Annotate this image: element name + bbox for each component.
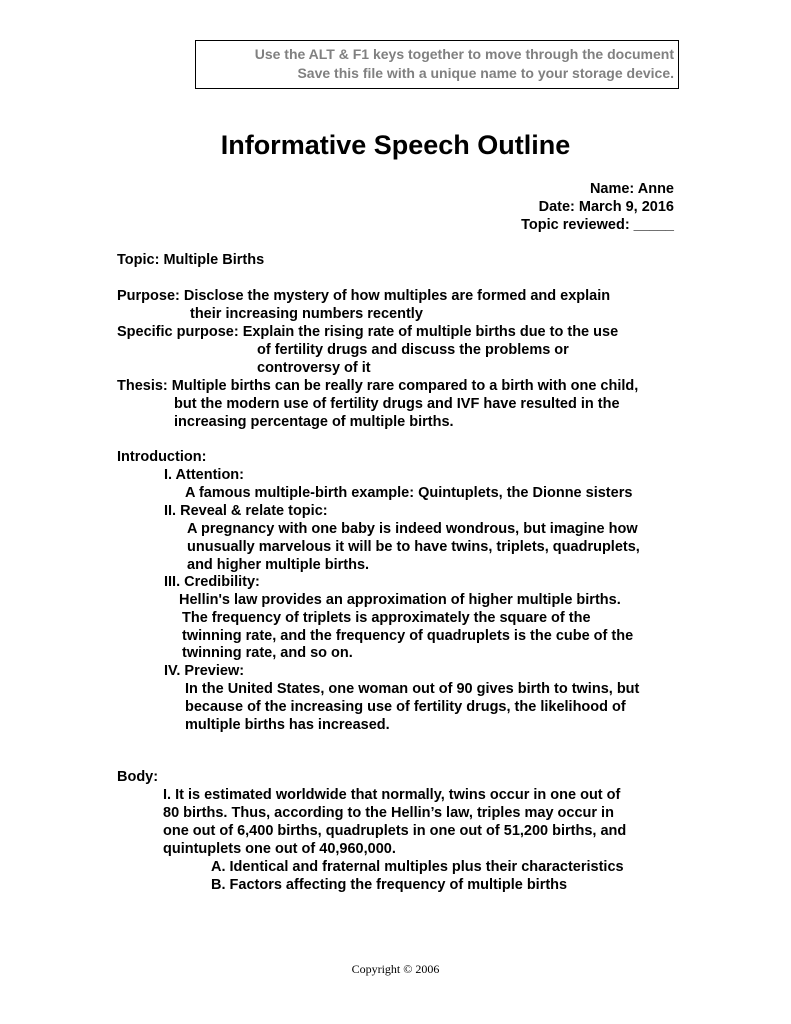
thesis-line-1: Thesis: Multiple births can be really rare compared to a birth with one child, <box>117 378 639 394</box>
purpose-line-1: Purpose: Disclose the mystery of how multiples are formed and explain <box>117 288 611 304</box>
body-item-b: B. Factors affecting the frequency of multiple births <box>211 877 568 893</box>
body-paragraph-line-1: I. It is estimated worldwide that normally, twins occur in one out of <box>163 787 621 803</box>
attention-text: A famous multiple-birth example: Quintuplets, the Dionne sisters <box>185 485 633 501</box>
credibility-label: III. Credibility: <box>164 574 260 590</box>
body-paragraph-line-3: one out of 6,400 births, quadruplets in one out of 51,200 births, and <box>163 823 627 839</box>
specific-purpose-line-3: controversy of it <box>257 360 371 376</box>
reveal-line-1: A pregnancy with one baby is indeed wondrous, but imagine how <box>187 521 638 537</box>
topic-line: Topic: Multiple Births <box>117 252 265 268</box>
thesis-line-2: but the modern use of fertility drugs and IVF have resulted in the <box>174 396 620 412</box>
body-item-a: A. Identical and fraternal multiples plus their characteristics <box>211 859 624 875</box>
reveal-line-3: and higher multiple births. <box>187 557 370 573</box>
reveal-line-2: unusually marvelous it will be to have twins, triplets, quadruplets, <box>187 539 640 555</box>
copyright-footer: Copyright © 2006 <box>351 962 440 976</box>
preview-line-2: because of the increasing use of fertility drugs, the likelihood of <box>185 699 626 715</box>
preview-line-1: In the United States, one woman out of 90 gives birth to twins, but <box>185 681 640 697</box>
introduction-heading: Introduction: <box>117 449 207 465</box>
instruction-line-2: Save this file with a unique name to your storage device. <box>297 65 674 81</box>
attention-label: I. Attention: <box>164 467 244 483</box>
topic-reviewed-field: Topic reviewed: _____ <box>521 217 674 233</box>
instruction-box <box>195 40 679 89</box>
body-heading: Body: <box>117 769 159 785</box>
preview-label: IV. Preview: <box>164 663 245 679</box>
body-paragraph-line-4: quintuplets one out of 40,960,000. <box>163 841 396 857</box>
instruction-line-1: Use the ALT & F1 keys together to move through the document <box>254 46 674 62</box>
purpose-line-2: their increasing numbers recently <box>190 306 423 322</box>
credibility-line-3: twinning rate, and the frequency of quadruplets is the cube of the <box>182 628 634 644</box>
page-title: Informative Speech Outline <box>220 130 571 160</box>
header-info <box>521 180 674 234</box>
body-paragraph-line-2: 80 births. Thus, according to the Hellin’s law, triples may occur in <box>163 805 614 821</box>
reveal-label: II. Reveal & relate topic: <box>164 503 328 519</box>
date-field: Date: March 9, 2016 <box>538 199 674 215</box>
thesis-line-3: increasing percentage of multiple births. <box>174 414 454 430</box>
specific-purpose-line-1: Specific purpose: Explain the rising rate of multiple births due to the use <box>117 324 619 340</box>
name-field: Name: Anne <box>589 181 674 197</box>
credibility-line-2: The frequency of triplets is approximately the square of the <box>182 610 591 626</box>
specific-purpose-line-2: of fertility drugs and discuss the problems or <box>257 342 569 358</box>
credibility-line-4: twinning rate, and so on. <box>182 645 353 661</box>
preview-line-3: multiple births has increased. <box>185 717 390 733</box>
credibility-line-1: Hellin's law provides an approximation of higher multiple births. <box>179 592 621 608</box>
